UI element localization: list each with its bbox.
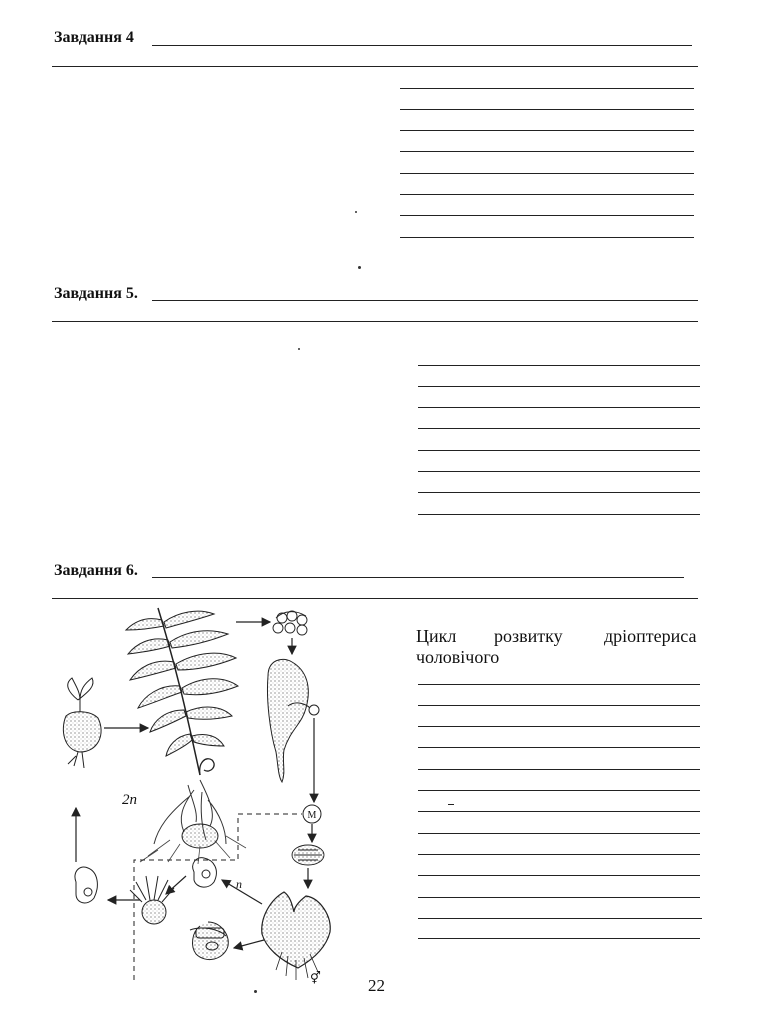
label-m: М (307, 810, 317, 821)
caption-word-male: чоловічого (416, 647, 500, 667)
speck (254, 990, 257, 993)
page-number: 22 (368, 976, 385, 995)
task-5-answer-lines[interactable] (418, 365, 700, 517)
meiosis-symbol (303, 805, 321, 823)
task-4-full-line (52, 66, 698, 67)
gametangia-drawing (75, 858, 228, 960)
fern-life-cycle-figure (50, 600, 390, 985)
label-2n: 2n (122, 792, 137, 808)
speck (358, 266, 361, 269)
task-5-title: Завдання 5. (54, 285, 138, 302)
stray-dash (448, 804, 454, 805)
label-n: n (236, 877, 242, 891)
task-4-title-underline (152, 45, 692, 46)
caption-word-dryopteris: дріоптериса (604, 626, 697, 646)
young-sporophyte-drawing (63, 678, 101, 768)
task-5-title-underline (152, 300, 698, 301)
spores-drawing (292, 845, 324, 865)
task-6-title-underline (152, 577, 684, 578)
task-4-title: Завдання 4 (54, 29, 134, 46)
fern-sporophyte-drawing (126, 608, 246, 864)
germinating-spore-drawing (267, 659, 319, 782)
task-5-full-line (52, 321, 698, 322)
task-6-answer-lines[interactable] (418, 684, 700, 940)
speck (298, 348, 300, 350)
task-6-full-line (52, 598, 698, 599)
task-4-answer-lines[interactable] (400, 88, 694, 240)
label-sex-symbol: ⚥ (310, 971, 321, 985)
sporangia-drawing (273, 611, 307, 635)
prothallus-drawing (262, 892, 330, 985)
task-6-title: Завдання 6. (54, 562, 138, 579)
caption-word-cycle: Цикл (416, 626, 457, 646)
caption-word-development: розвитку (494, 626, 563, 646)
speck (355, 211, 357, 213)
